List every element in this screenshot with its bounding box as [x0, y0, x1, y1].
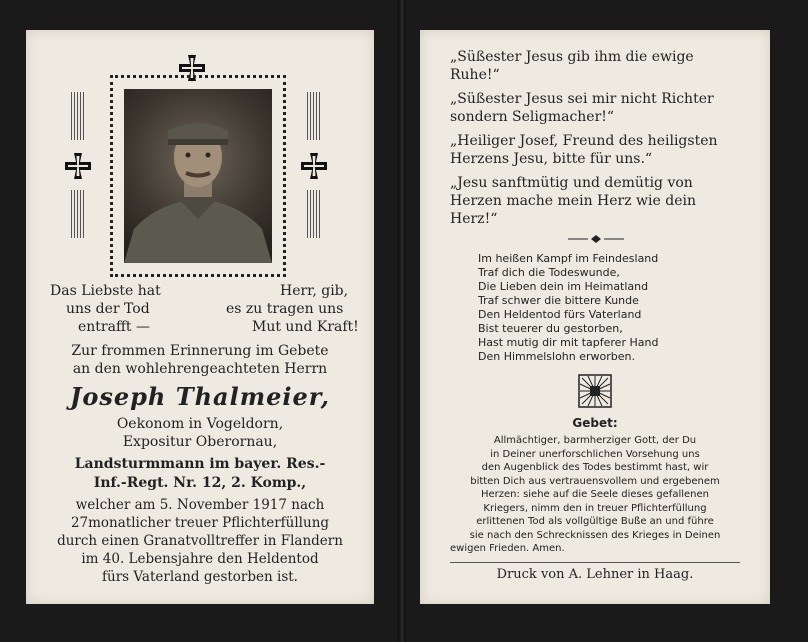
portrait-frame: [110, 75, 286, 277]
verse-left-line-2: uns der Tod: [66, 301, 150, 317]
left-page: [26, 30, 374, 604]
gebet-title: Gebet:: [572, 416, 618, 430]
right-deco-bar-top: [307, 92, 321, 140]
text-line-4: im 40. Lebensjahre den Heldentod: [81, 551, 319, 567]
text-line-2: 27monatlicher treuer Pflichterfüllung: [70, 515, 330, 531]
poem-line-8: Den Himmelslohn erworben.: [478, 350, 636, 363]
printer-line: Druck von A. Lehner in Haag.: [496, 567, 694, 582]
poem-line-4: Traf schwer die bittere Kunde: [478, 294, 639, 307]
prayer-2-line-2: sondern Seligmacher!“: [450, 109, 615, 125]
verse-right-line-1: Herr, gib,: [280, 283, 349, 299]
right-deco-bar-bottom: [307, 190, 321, 238]
deceased-name: Joseph Thalmeier,: [69, 382, 330, 411]
poem-line-3: Die Lieben dein im Heimatland: [478, 280, 649, 293]
poem-line-2: Traf dich die Todeswunde,: [478, 266, 620, 279]
gebet-line-4: bitten Dich aus vertrauensvollem und ergebenem: [470, 475, 720, 487]
prayer-4-line-2: Herzen mache mein Herz wie dein: [450, 193, 696, 209]
gebet-line-2: in Deiner unerforschlichen Vorsehung uns: [490, 448, 700, 460]
poem-line-1: Im heißen Kampf im Feindesland: [478, 252, 659, 265]
gebet-line-8: sie nach den Schrecknissen des Krieges in Deinen: [469, 529, 721, 541]
gebet-line-5: Herzen: siehe auf die Seele dieses gefallenen: [481, 489, 709, 500]
occupation-line-1: Oekonom in Vogeldorn,: [116, 416, 284, 432]
radiant-cross-icon: [578, 374, 612, 408]
prayer-2-line-1: „Süßester Jesus sei mir nicht Richter: [450, 91, 714, 107]
ornament-divider-icon: [568, 234, 624, 244]
prayer-1-line-2: Ruhe!“: [450, 67, 500, 83]
left-deco-bar-bottom: [71, 190, 85, 238]
prayer-3-line-1: „Heiliger Josef, Freund des heiligsten: [450, 133, 718, 149]
poem-line-6: Bist teuerer du gestorben,: [478, 322, 623, 335]
poem-line-7: Hast mutig dir mit tapferer Hand: [478, 336, 659, 349]
verse-left-line-1: Das Liebste hat: [50, 283, 161, 299]
gebet-line-7: erlittenen Tod als vollgültige Buße an und führe: [476, 516, 714, 527]
verse-right-line-3: Mut und Kraft!: [252, 319, 359, 335]
text-line-1: welcher am 5. November 1917 nach: [75, 497, 325, 513]
prayer-3-line-2: Herzens Jesu, bitte für uns.“: [450, 151, 653, 167]
prayer-1-line-1: „Süßester Jesus gib ihm die ewige: [450, 49, 694, 65]
left-deco-bar-top: [71, 92, 85, 140]
prayer-4-line-1: „Jesu sanftmütig und demütig von: [450, 175, 693, 191]
gebet-line-6: Kriegers, nimm den in treuer Pflichterfüllung: [483, 502, 707, 514]
printer-divider: [450, 562, 740, 563]
verse-left-line-3: entrafft —: [78, 319, 150, 335]
gebet-line-9: ewigen Frieden. Amen.: [450, 543, 565, 554]
rank-line-1: Landsturmmann im bayer. Res.-: [74, 456, 326, 472]
right-page: [420, 30, 770, 604]
verse-right-line-2: es zu tragen uns: [226, 301, 344, 317]
iron-cross-icon: [64, 152, 92, 180]
gebet-line-1: Allmächtiger, barmherziger Gott, der Du: [493, 435, 697, 446]
occupation-line-2: Expositur Oberornau,: [122, 434, 278, 450]
text-line-3: durch einen Granatvolltreffer in Flandern: [57, 533, 343, 549]
intro-line-1: Zur frommen Erinnerung im Gebete: [71, 343, 329, 359]
soldier-photo-icon: [124, 89, 272, 263]
soldier-portrait: [124, 89, 272, 263]
poem-line-5: Den Heldentod fürs Vaterland: [478, 308, 642, 321]
intro-line-2: an den wohlehrengeachteten Herrn: [72, 361, 328, 377]
text-line-5: fürs Vaterland gestorben ist.: [102, 569, 298, 585]
iron-cross-icon: [300, 152, 328, 180]
card-fold: [398, 0, 406, 642]
prayer-4-line-3: Herz!“: [450, 211, 498, 227]
rank-line-2: Inf.-Regt. Nr. 12, 2. Komp.,: [93, 475, 307, 491]
gebet-line-3: den Augenblick des Todes bestimmt hast, wir: [481, 462, 709, 473]
